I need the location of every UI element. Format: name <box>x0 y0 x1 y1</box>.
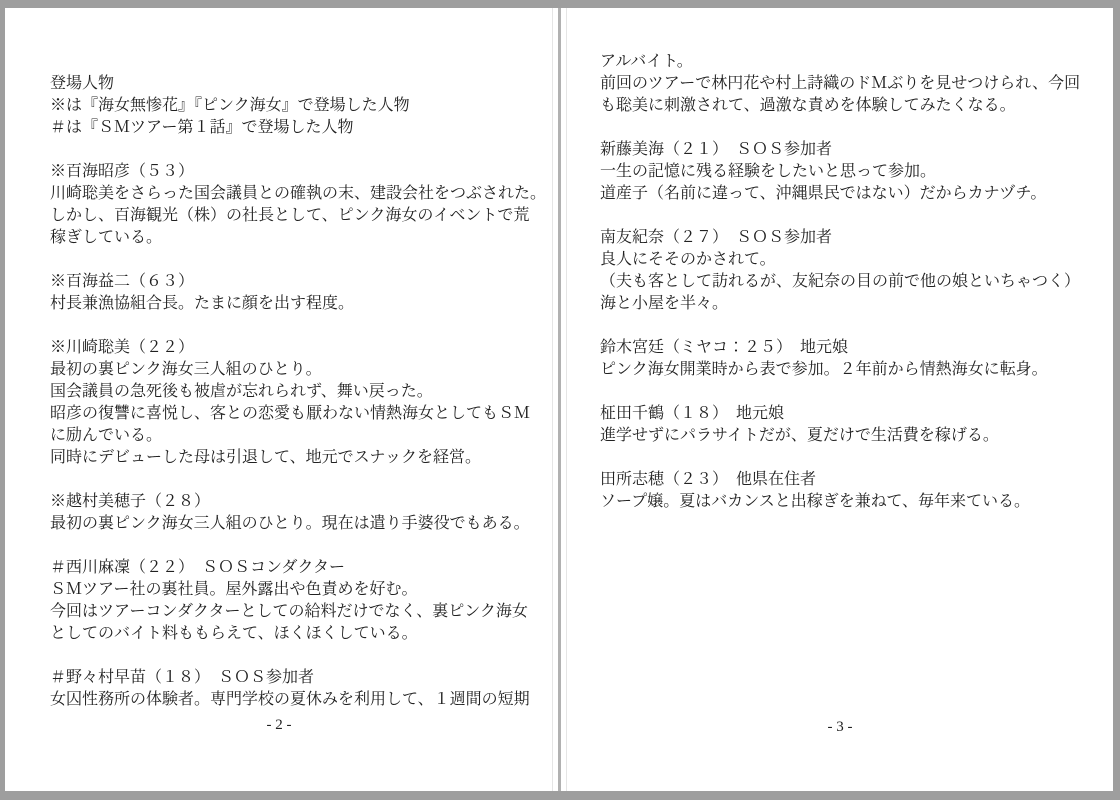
text-line: 一生の記憶に残る経験をしたいと思って参加。 <box>600 163 937 180</box>
text-line <box>50 535 546 557</box>
page-3 <box>567 8 1113 791</box>
text-line <box>600 117 1080 139</box>
text-line: も聡美に刺激されて、過激な責めを体験してみたくなる。 <box>600 97 1016 114</box>
text-line <box>50 645 546 667</box>
text-line: ＃野々村早苗（１８） ＳＯＳ参加者 <box>50 669 315 686</box>
text-line: ※川崎聡美（２２） <box>50 339 195 356</box>
text-line <box>600 315 1080 337</box>
text-line: 最初の裏ピンク海女三人組のひとり。 <box>50 361 322 378</box>
text-line <box>50 139 546 161</box>
page-2-right-edge <box>552 8 553 791</box>
text-line: ＃は『ＳＭツアー第１話』で登場した人物 <box>50 119 354 136</box>
page-2-text <box>50 73 546 711</box>
page-3-number: - 3 - <box>827 719 853 735</box>
text-line: ソープ嬢。夏はバカンスと出稼ぎを兼ねて、毎年来ている。 <box>600 493 1031 510</box>
text-line: しかし、百海観光（株）の社長として、ピンク海女のイベントで荒 <box>50 207 530 224</box>
text-line <box>600 381 1080 403</box>
text-line: ピンク海女開業時から表で参加。２年前から情熱海女に転身。 <box>600 361 1048 378</box>
text-line <box>600 205 1080 227</box>
text-line: 田所志穂（２３） 他県在住者 <box>600 471 817 488</box>
text-line: ※は『海女無惨花』『ピンク海女』で登場した人物 <box>50 97 410 114</box>
text-line: ※百海昭彦（５３） <box>50 163 195 180</box>
text-line: 南友紀奈（２７） ＳＯＳ参加者 <box>600 229 833 246</box>
text-line: 進学せずにパラサイトだが、夏だけで生活費を稼げる。 <box>600 427 999 444</box>
text-line: 最初の裏ピンク海女三人組のひとり。現在は遣り手婆役でもある。 <box>50 515 530 532</box>
page-2-number: - 2 - <box>266 717 292 733</box>
text-line <box>50 469 546 491</box>
page-gutter-bar <box>558 8 561 791</box>
text-line: 女囚性務所の体験者。専門学校の夏休みを利用して、１週間の短期 <box>50 691 530 708</box>
text-line: （夫も客として訪れるが、友紀奈の目の前で他の娘といちゃつく） <box>600 273 1081 290</box>
text-line: 今回はツアーコンダクターとしての給料だけでなく、裏ピンク海女 <box>50 603 528 620</box>
text-line: ＳＭツアー社の裏社員。屋外露出や色責めを好む。 <box>50 581 418 598</box>
text-line: 鈴木宮廷（ミヤコ：２５） 地元娘 <box>600 339 849 356</box>
text-line: 前回のツアーで林円花や村上詩織のドＭぶりを見せつけられ、今回 <box>600 75 1081 92</box>
text-line <box>600 447 1080 469</box>
text-line: としてのバイト料ももらえて、ほくほくしている。 <box>50 625 418 642</box>
text-line: 昭彦の復讐に喜悦し、客との恋愛も厭わない情熱海女としてもＳＭ <box>50 405 531 422</box>
text-line: ＃西川麻凜（２２） ＳＯＳコンダクター <box>50 559 346 576</box>
text-line: 登場人物 <box>50 75 115 92</box>
text-line <box>50 249 546 271</box>
text-line: アルバイト。 <box>600 53 693 70</box>
text-line: 道産子（名前に違って、沖縄県民ではない）だからカナヅチ。 <box>600 185 1047 202</box>
text-line: 柾田千鶴（１８） 地元娘 <box>600 405 785 422</box>
page-3-text <box>600 51 1080 513</box>
text-line: ※越村美穂子（２８） <box>50 493 211 510</box>
text-line: ※百海益二（６３） <box>50 273 195 290</box>
page-2 <box>5 8 553 791</box>
text-line: 村長兼漁協組合長。たまに顔を出す程度。 <box>50 295 355 312</box>
text-line <box>50 315 546 337</box>
text-line: 海と小屋を半々。 <box>600 295 729 312</box>
text-line: に励んでいる。 <box>50 427 163 444</box>
text-line: 稼ぎしている。 <box>50 229 163 246</box>
text-line: 川崎聡美をさらった国会議員との確執の末、建設会社をつぶされた。 <box>50 185 547 202</box>
text-line: 同時にデビューした母は引退して、地元でスナックを経営。 <box>50 449 482 466</box>
text-line: 良人にそそのかされて。 <box>600 251 776 268</box>
text-line: 新藤美海（２１） ＳＯＳ参加者 <box>600 141 833 158</box>
text-line: 国会議員の急死後も被虐が忘れられず、舞い戻った。 <box>50 383 433 400</box>
pages-area[interactable] <box>5 8 1113 791</box>
